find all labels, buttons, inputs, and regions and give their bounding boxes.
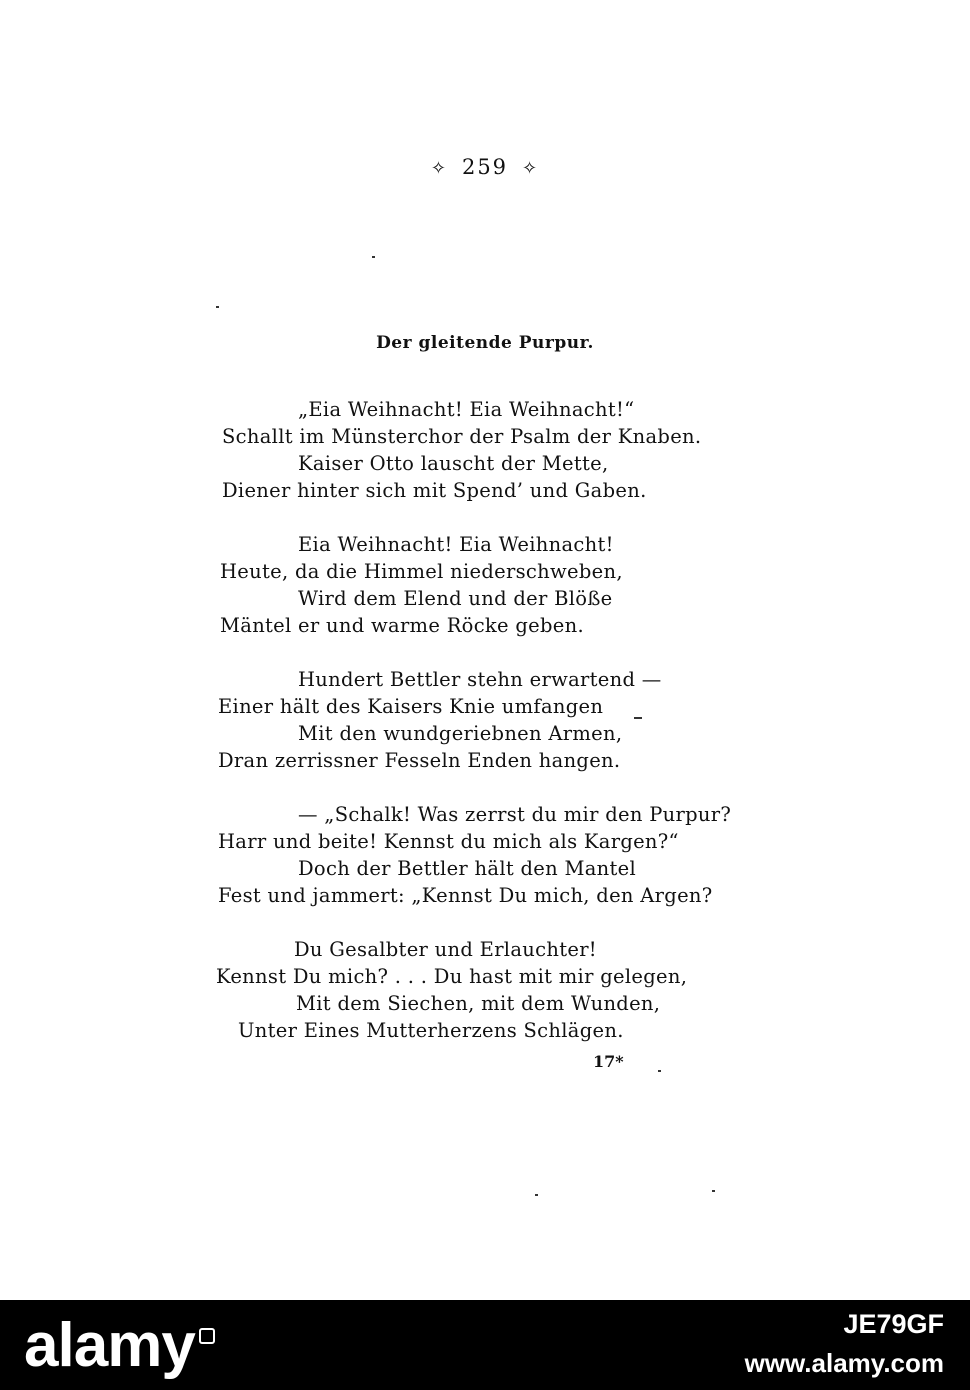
print-speck (535, 1194, 538, 1196)
print-speck (372, 256, 375, 258)
poem-line: Hundert Bettler stehn erwartend — (298, 668, 662, 691)
poem-line: „Eia Weihnacht! Eia Weihnacht!“ (298, 398, 635, 421)
poem-line: Eia Weihnacht! Eia Weihnacht! (298, 533, 614, 556)
ornament-left-icon: ✧ (430, 158, 448, 179)
signature-mark: 17* (593, 1052, 624, 1071)
image-id: JE79GF (843, 1309, 944, 1339)
print-speck (216, 306, 219, 308)
print-speck (712, 1190, 715, 1192)
poem-line: Du Gesalbter und Erlauchter! (294, 938, 597, 961)
poem-line: Fest und jammert: „Kennst Du mich, den Argen? (218, 884, 713, 907)
poem-line: Dran zerrissner Fesseln Enden hangen. (218, 749, 621, 772)
poem-line: Unter Eines Mutterherzens Schlägen. (238, 1019, 624, 1042)
poem-line: Harr und beite! Kennst du mich als Kargen?“ (218, 830, 679, 853)
ornament-right-icon: ✧ (522, 158, 540, 179)
page-header (0, 155, 970, 179)
logo-text: alamy (24, 1311, 195, 1380)
alamy-logo (24, 1310, 215, 1381)
logo-mark-icon (199, 1328, 215, 1344)
poem-line: Heute, da die Himmel niederschweben, (220, 560, 623, 583)
poem-line: Wird dem Elend und der Blöße (298, 587, 613, 610)
poem-line: Schallt im Münsterchor der Psalm der Knaben. (222, 425, 702, 448)
poem-line: Mit dem Siechen, mit dem Wunden, (296, 992, 661, 1015)
poem-line: Kennst Du mich? . . . Du hast mit mir gelegen, (216, 965, 688, 988)
poem-line: Mit den wundgeriebnen Armen, (298, 722, 623, 745)
poem-title: Der gleitende Purpur. (376, 333, 594, 353)
print-speck (658, 1070, 661, 1072)
poem-line: Diener hinter sich mit Spend’ und Gaben. (222, 479, 647, 502)
poem-line: Einer hält des Kaisers Knie umfangen (218, 695, 604, 718)
print-mark (634, 717, 642, 719)
poem-line: Mäntel er und warme Röcke geben. (220, 614, 584, 637)
poem-line: — „Schalk! Was zerrst du mir den Purpur? (298, 803, 732, 826)
poem-line: Doch der Bettler hält den Mantel (298, 857, 637, 880)
page-number: 259 (461, 155, 509, 179)
site-url: www.alamy.com (744, 1348, 944, 1378)
poem-line: Kaiser Otto lauscht der Mette, (298, 452, 609, 475)
